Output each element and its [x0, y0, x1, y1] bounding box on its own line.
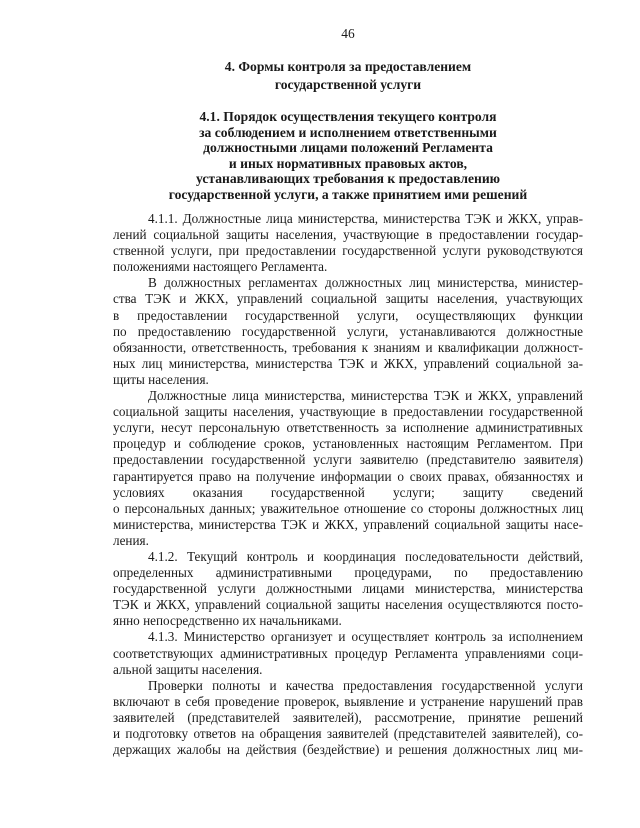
body-text: [113, 211, 583, 758]
paragraph-line: янно непосредственно их начальниками.: [113, 613, 342, 629]
paragraph-inspections: [113, 678, 583, 758]
paragraph-line: В должностных регламентах должностных лиц министерства, министер-: [148, 275, 583, 291]
paragraph-line: о персональных данных; уважительное отношение со стороны должностных лиц: [113, 500, 583, 516]
paragraph-line: условиях оказания государственной услуги; защиту сведений: [113, 484, 583, 500]
subsection-heading-line: за соблюдением и исполнением ответственными: [199, 124, 497, 140]
paragraph-line: включают в себя проведение проверок, выявление и устранение нарушений прав: [113, 693, 583, 709]
subsection-heading-line: государственной услуги, а также принятием ими решений: [168, 186, 528, 202]
section-heading-line: государственной услуги: [274, 77, 422, 92]
paragraph-line: ственной услуги, при предоставлении государственной услуги руководствуются: [113, 243, 583, 259]
paragraph-job-regulations: [113, 275, 583, 388]
paragraph-line: ства ТЭК и ЖКХ, управлений социальной защиты населения, участвующих: [113, 291, 583, 307]
paragraph-line: министерства, министерства ТЭК и ЖКХ, управлений социальной защиты насе-: [113, 516, 583, 532]
paragraph-line: предоставлении государственной услуги заявителю (представителю заявителя): [113, 452, 583, 468]
paragraph-line: в предоставлении государственной услуги, осуществляющих функции: [113, 307, 583, 323]
subsection-heading-line: устанавливающих требования к предоставлению: [195, 171, 501, 187]
subsection-heading-line: 4.1. Порядок осуществления текущего контроля: [199, 109, 497, 124]
page-number: 46: [341, 26, 355, 41]
paragraph-line: щиты населения.: [113, 371, 209, 387]
paragraph-line: 4.1.3. Министерство организует и осуществляет контроль за исполнением: [148, 629, 583, 645]
paragraph-line: 4.1.2. Текущий контроль и координация последовательности действий,: [148, 548, 583, 564]
paragraph-line: определенных административными процедурами, по предоставлению: [113, 565, 583, 581]
subsection-heading-line: должностными лицами положений Регламента: [203, 140, 493, 156]
paragraph-line: ления.: [113, 532, 149, 548]
paragraph-line: ных лиц министерства, министерства ТЭК и ЖКХ, управлений социальной за-: [113, 355, 583, 371]
paragraph-line: социальной защиты населения, участвующие в предоставлении государственной: [113, 404, 583, 420]
section-heading: [113, 58, 583, 94]
paragraph-line: и подготовку ответов на обращения заявителей (представителей заявителей), со-: [113, 726, 583, 741]
paragraph-4-1-1: [113, 211, 583, 275]
subsection-heading-line: и иных нормативных правовых актов,: [228, 155, 468, 171]
paragraph-line: гарантируется право на получение информации о своих правах, обязанностях и: [113, 468, 583, 484]
paragraph-line: Проверки полноты и качества предоставления государственной услуги: [148, 677, 583, 693]
section-heading-line: 4. Формы контроля за предоставлением: [224, 59, 472, 74]
paragraph-4-1-2: [113, 549, 583, 629]
paragraph-line: 4.1.1. Должностные лица министерства, министерства ТЭК и ЖКХ, управ-: [148, 211, 583, 226]
paragraph-line: обязанности, ответственность, требования к знаниям и квалификации должност-: [113, 339, 583, 355]
paragraph-line: ТЭК и ЖКХ, управлений социальной защиты населения осуществляются посто-: [113, 597, 583, 613]
paragraph-line: Должностные лица министерства, министерства ТЭК и ЖКХ, управлений: [148, 388, 583, 404]
paragraph-line: заявителей (представителей заявителей), рассмотрение, принятие решений: [113, 709, 583, 725]
subsection-heading: [113, 109, 583, 203]
paragraph-personal-responsibility: [113, 388, 583, 549]
paragraph-line: государственной услуги должностными лицами министерства, министерства: [113, 581, 583, 597]
paragraph-line: лений социальной защиты населения, участвующие в предоставлении государ-: [113, 227, 583, 243]
paragraph-line: соответствующих административных процедур Регламента управлениями соци-: [113, 645, 583, 661]
paragraph-line: альной защиты населения.: [113, 661, 263, 677]
paragraph-line: держащих жалобы на действия (бездействие) и решения должностных лиц ми-: [113, 742, 583, 758]
paragraph-line: по предоставлению государственной услуги, устанавливаются должностные: [113, 323, 583, 339]
paragraph-line: процедур и соблюдение сроков, установленных настоящим Регламентом. При: [113, 436, 583, 452]
paragraph-line: положениями настоящего Регламента.: [113, 259, 328, 275]
paragraph-4-1-3: [113, 629, 583, 677]
paragraph-line: услуги, несут персональную ответственность за исполнение административных: [113, 420, 583, 436]
